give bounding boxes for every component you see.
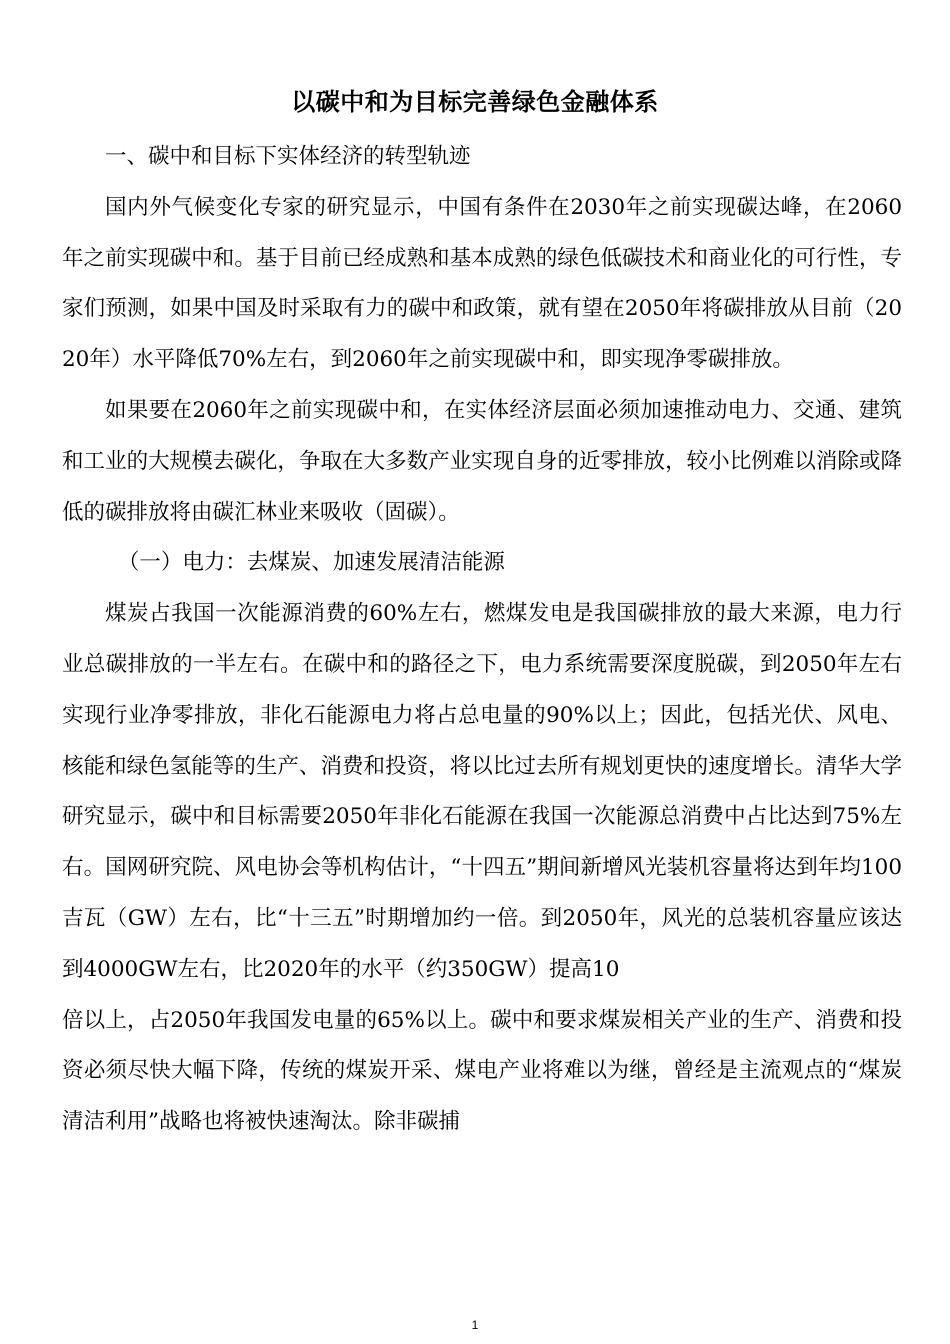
page-number: 1 <box>471 1318 479 1332</box>
paragraph: 如果要在2060年之前实现碳中和，在实体经济层面必须加速推动电力、交通、建筑和工业的大规模去碳化，争取在大多数产业实现自身的近零排放，较小比例难以消除或降低的碳排放将由碳汇林业来吸收（固碳）。 <box>62 397 902 525</box>
paragraph: 煤炭占我国一次能源消费的60%左右，燃煤发电是我国碳排放的最大来源，电力行业总碳排放的一半左右。在碳中和的路径之下，电力系统需要深度脱碳，到2050年左右实现行业净零排放，非化石能源电力将占总电量的90%以上；因此，包括光伏、风电、核能和绿色氢能等的生产、消费和投资，将以比过去所有规划更快的速度增长。清华大学研究显示，碳中和目标需要2050年非化石能源在我国一次能源总消费中占比达到75%左右。国网研究院、风电协会等机构估计，“十四五”期间新增风光装机容量将达到年均100吉瓦（GW）左右，比“十三五”时期增加约一倍。到2050年，风光的总装机容量应该达到4000GW左右，比2020年的水平（约350GW）提高10 <box>62 601 902 982</box>
subsection-heading: （一）电力：去煤炭、加速发展清洁能源 <box>117 550 505 576</box>
document-body <box>62 132 902 1148</box>
document-title: 以碳中和为目标完善绿色金融体系 <box>291 88 659 116</box>
paragraph: 倍以上，占2050年我国发电量的65%以上。碳中和要求煤炭相关产业的生产、消费和投资必须尽快大幅下降，传统的煤炭开采、煤电产业将难以为继，曾经是主流观点的“煤炭清洁利用”战略也将被快速淘汰。除非碳捕 <box>62 1007 902 1135</box>
section-heading: 一、碳中和目标下实体经济的转型轨迹 <box>105 144 471 169</box>
paragraph: 国内外气候变化专家的研究显示，中国有条件在2030年之前实现碳达峰，在2060年之前实现碳中和。基于目前已经成熟和基本成熟的绿色低碳技术和商业化的可行性，专家们预测，如果中国及时采取有力的碳中和政策，就有望在2050年将碳排放从目前（2020年）水平降低70%左右，到2060年之前实现碳中和，即实现净零碳排放。 <box>62 194 902 373</box>
